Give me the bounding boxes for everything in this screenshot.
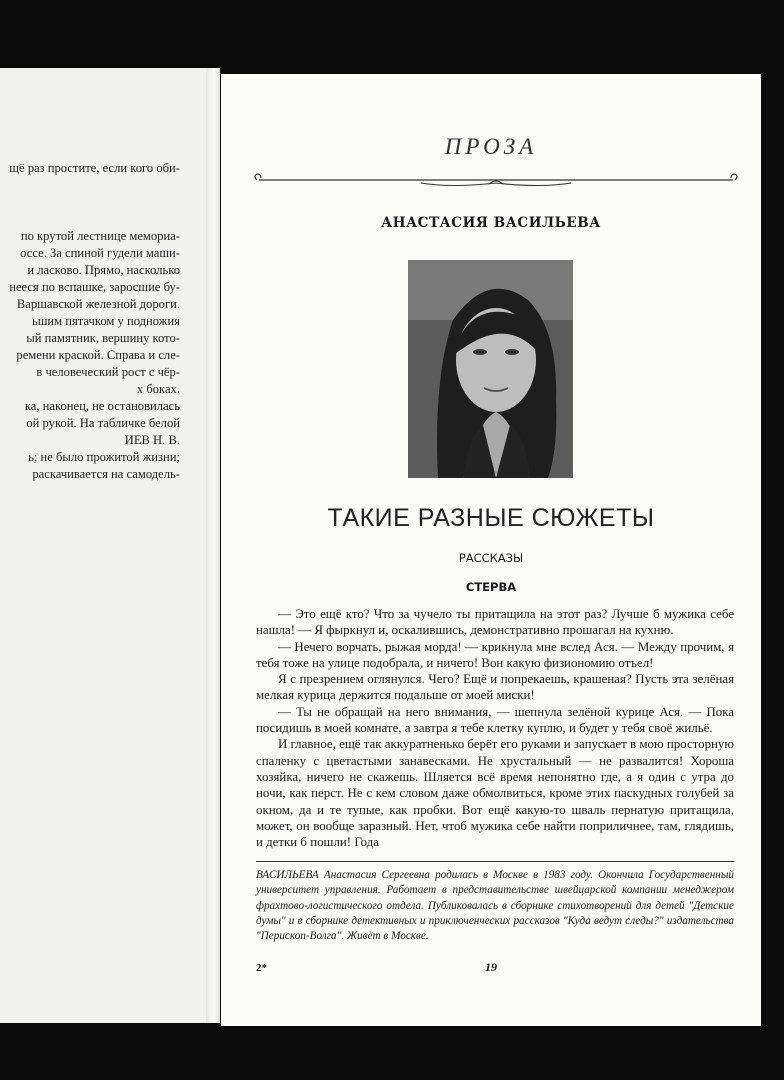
- section-title: ПРОЗА: [444, 134, 538, 159]
- paragraph: — Ты не обращай на него внимания, — шепнула зелёной курице Ася. — Пока посидишь в моей комнате, а завтра я тебе клетку куплю, и будет у тебя своё жильё.: [256, 704, 734, 736]
- left-page-line: ь; не было прожитой жизни;: [28, 450, 180, 464]
- collection-subtitle: РАССКАЗЫ: [458, 551, 524, 565]
- author-bio: ВАСИЛЬЕВА Анастасия Сергеевна родилась в Москве в 1983 году. Окончила Государственный университет управления. Работает в представительстве швейцарской компании менеджером фрахтово-логистического отдела. Публиковалась в сборнике стихотворений для детей "Детские думы" и в сборнике детективных и приключенческих рассказов "Куда ведут следы?" издательства "Перископ-Волга". Живёт в Москве.: [256, 869, 734, 943]
- printer-signature: 2*: [256, 962, 267, 974]
- page-number: 19: [485, 960, 497, 974]
- story-body: [256, 606, 734, 850]
- right-page: [221, 74, 761, 1026]
- paragraph: — Это ещё кто? Что за чучело ты притащила на этот раз? Лучше б мужика себе нашла! — Я фыркнул и, оскалившись, демонстративно прошагал на кухню.: [256, 607, 734, 638]
- left-page-line: ремени краской. Справа и сле-: [16, 348, 180, 362]
- left-page-line: щё раз простите, если кого оби-: [9, 161, 180, 175]
- left-page-line: ИЕВ Н. В.: [124, 433, 180, 447]
- paragraph: — Нечего ворчать, рыжая морда! — крикнула мне вслед Ася. — Между прочим, я тебя тоже на улице подобрала, и ничего! Вон какую физиономию отъел!: [256, 639, 734, 670]
- left-page-line: ой рукой. На табличке белой: [26, 416, 180, 430]
- left-facing-page: [0, 68, 216, 1023]
- author-name: АНАСТАСИЯ ВАСИЛЬЕВА: [381, 215, 601, 231]
- left-page-line: раскачивается на самодель-: [32, 467, 180, 481]
- left-page-line: и ласково. Прямо, насколько: [27, 263, 180, 277]
- left-page-line: по крутой лестнице мемориа-: [20, 229, 180, 243]
- ornamental-rule-icon: [251, 172, 741, 188]
- left-page-line: Варшавской железной дороги.: [16, 297, 180, 311]
- story-title: СТЕРВА: [465, 580, 517, 594]
- collection-title: ТАКИЕ РАЗНЫЕ СЮЖЕТЫ: [327, 504, 655, 532]
- left-page-line: х боках.: [136, 382, 180, 396]
- paragraph: И главное, ещё так аккуратненько берёт его руками и запускает в мою просторную спаленку с цветастыми занавесками. Не хрустальный — не развалится! Хороша хозяйка, ничего не скажешь. Шляется всё время непонятно где, а я один с утра до ночи, как перст. Не с кем словом даже обмолвиться, кроме этих паскудных голубей за окном, да и те тупые, как пробки. Вот ещё какую-то шваль пернатую притащила, может, он вообще заразный. Нет, чтоб мужика себе найти поприличнее, там, глядишь, и детки б пошли! Года: [256, 737, 734, 850]
- author-photo: [408, 260, 573, 478]
- left-page-line: ый памятник, вершину кото-: [26, 331, 180, 345]
- book-spine: [206, 68, 220, 1023]
- footnote-divider: [256, 861, 734, 862]
- left-page-line: нееся по вспашке, заросшие бу-: [9, 280, 180, 294]
- left-page-line: ка, наконец, не остановилась: [24, 399, 180, 413]
- paragraph: Я с презрением оглянулся. Чего? Ещё и попрекаешь, крашеная? Пусть эта зелёная мелкая курица держится подальше от моей миски!: [256, 672, 734, 703]
- left-page-line: ьшим пятачком у подножия: [31, 314, 180, 328]
- left-page-line: в человеческий рост с чёр-: [36, 365, 180, 379]
- left-page-line: оссе. За спиной гудели маши-: [20, 246, 180, 260]
